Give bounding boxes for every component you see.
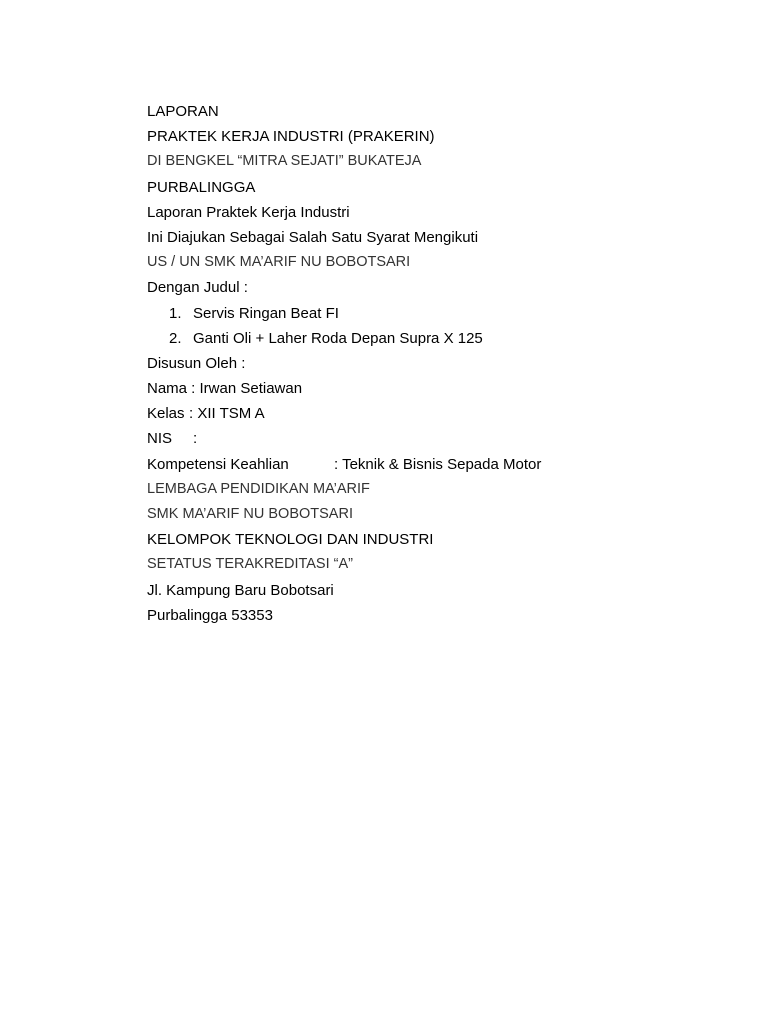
- kelas-label: Kelas: [147, 405, 185, 423]
- report-description: Laporan Praktek Kerja Industri: [147, 203, 350, 221]
- postal-city: Purbalingga 53353: [147, 606, 273, 624]
- list-number: 1.: [169, 304, 182, 322]
- list-item: [147, 301, 707, 326]
- kompetensi-label: Kompetensi Keahlian: [147, 455, 289, 473]
- school-name: SMK MA’ARIF NU BOBOTSARI: [147, 506, 353, 522]
- program-group: KELOMPOK TEKNOLOGI DAN INDUSTRI: [147, 531, 434, 549]
- report-purpose: Ini Diajukan Sebagai Salah Satu Syarat Mengikuti: [147, 228, 479, 246]
- kompetensi-value: : Teknik & Bisnis Sepada Motor: [334, 455, 542, 473]
- list-item: [147, 326, 707, 351]
- list-text: Servis Ringan Beat FI: [193, 304, 339, 322]
- judul-label: Dengan Judul :: [147, 279, 248, 297]
- student-name: Nama : Irwan Setiawan: [147, 380, 303, 398]
- workshop-location: DI BENGKEL “MITRA SEJATI” BUKATEJA: [147, 153, 422, 170]
- competency: [147, 452, 707, 477]
- kelas-value: : XII TSM A: [189, 405, 265, 423]
- institution-name: LEMBAGA PENDIDIKAN MA’ARIF: [147, 480, 370, 497]
- student-nis: [147, 426, 707, 451]
- city-name: PURBALINGGA: [147, 178, 256, 196]
- list-number: 2.: [169, 329, 182, 347]
- exam-name: US / UN SMK MA’ARIF NU BOBOTSARI: [147, 254, 411, 271]
- student-class: [147, 401, 707, 426]
- disusun-label: Disusun Oleh :: [147, 354, 246, 372]
- report-subtitle: PRAKTEK KERJA INDUSTRI (PRAKERIN): [147, 128, 435, 146]
- school-address: Jl. Kampung Baru Bobotsari: [147, 581, 334, 599]
- accreditation-status: SETATUS TERAKREDITASI “A”: [147, 556, 353, 573]
- list-text: Ganti Oli + Laher Roda Depan Supra X 125: [193, 329, 483, 347]
- nis-value: :: [193, 430, 198, 448]
- nis-label: NIS: [147, 430, 173, 448]
- report-title: LAPORAN: [147, 103, 219, 120]
- document-body: [147, 99, 707, 628]
